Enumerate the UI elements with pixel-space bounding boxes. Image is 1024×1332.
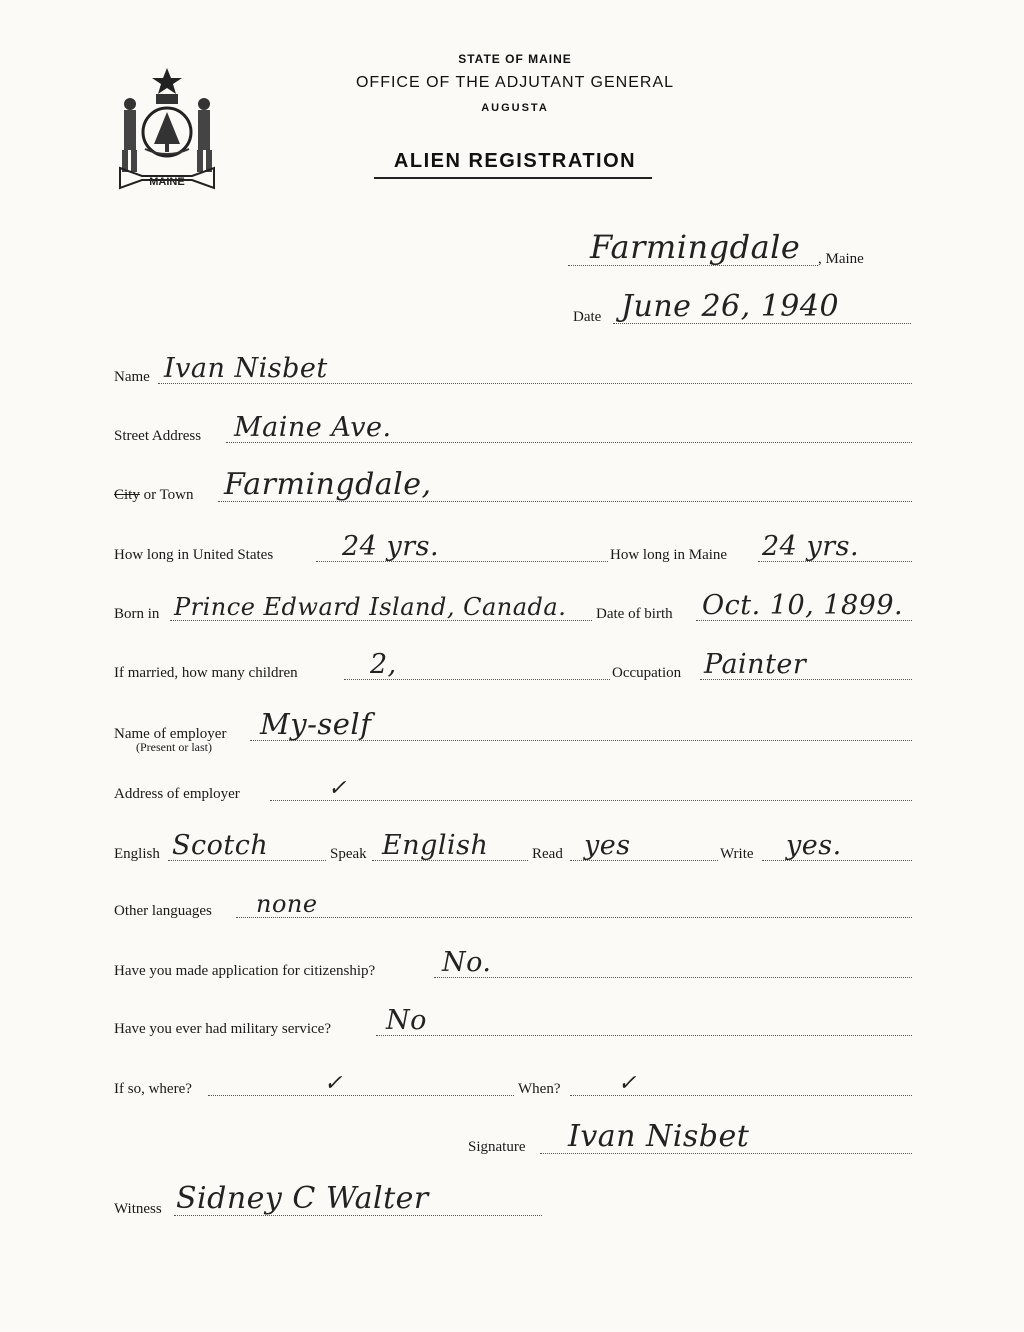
street-label: Street Address bbox=[114, 428, 202, 444]
citizenship-label: Have you made application for citizenship? bbox=[114, 963, 376, 979]
english-label: English bbox=[114, 846, 160, 862]
or-town-label: or Town bbox=[139, 487, 194, 503]
date-value: June 26, 1940 bbox=[621, 289, 840, 324]
signature-field bbox=[468, 1119, 914, 1156]
witness-field bbox=[114, 1181, 544, 1218]
other-languages-value: none bbox=[256, 890, 318, 918]
occupation-label: Occupation bbox=[612, 665, 682, 681]
town-header-value: Farmingdale bbox=[590, 228, 801, 266]
date-of-birth-label: Date of birth bbox=[596, 606, 673, 622]
employer-value: My-self bbox=[260, 707, 372, 741]
employer-address-value: ✓ bbox=[328, 776, 347, 801]
town-header-field bbox=[560, 228, 920, 268]
children-field bbox=[114, 649, 914, 682]
employer-address-field bbox=[114, 773, 914, 803]
citizenship-value: No. bbox=[442, 947, 492, 978]
how-long-us-value: 24 yrs. bbox=[342, 531, 440, 562]
other-languages-field bbox=[114, 890, 914, 920]
how-long-field bbox=[114, 531, 914, 564]
military-field bbox=[114, 1005, 914, 1038]
born-in-value: Prince Edward Island, Canada. bbox=[174, 593, 567, 621]
name-value: Ivan Nisbet bbox=[164, 353, 328, 384]
maine-state-seal-icon bbox=[112, 64, 222, 192]
language-row bbox=[114, 830, 914, 863]
when-label: When? bbox=[518, 1081, 561, 1097]
english-value: Scotch bbox=[172, 830, 269, 861]
town-value: Farmingdale, bbox=[224, 467, 432, 502]
signature-value: Ivan Nisbet bbox=[568, 1119, 750, 1154]
how-long-us-label: How long in United States bbox=[114, 547, 274, 563]
write-value: yes. bbox=[786, 830, 842, 861]
name-label: Name bbox=[114, 369, 150, 385]
town-label bbox=[114, 487, 194, 504]
born-in-label: Born in bbox=[114, 606, 160, 622]
town-field bbox=[114, 467, 914, 504]
state-heading: STATE OF MAINE bbox=[458, 52, 572, 66]
witness-label: Witness bbox=[114, 1201, 162, 1217]
military-label: Have you ever had military service? bbox=[114, 1021, 331, 1037]
military-value: No bbox=[386, 1005, 427, 1036]
speak-value: English bbox=[382, 830, 489, 861]
occupation-value: Painter bbox=[704, 649, 807, 680]
speak-label: Speak bbox=[330, 846, 367, 862]
children-label: If married, how many children bbox=[114, 665, 298, 681]
office-heading: OFFICE OF THE ADJUTANT GENERAL bbox=[355, 74, 675, 91]
where-value: ✓ bbox=[324, 1071, 343, 1096]
write-label: Write bbox=[720, 846, 754, 862]
children-value: 2, bbox=[370, 649, 397, 680]
other-languages-label: Other languages bbox=[114, 903, 212, 919]
where-label: If so, where? bbox=[114, 1081, 192, 1097]
citizenship-field bbox=[114, 947, 914, 980]
city-struck-label: City bbox=[114, 487, 140, 503]
name-field bbox=[114, 353, 914, 386]
witness-value: Sidney C Walter bbox=[176, 1181, 429, 1216]
title-underline bbox=[374, 177, 652, 179]
date-field bbox=[573, 289, 913, 326]
employer-address-label: Address of employer bbox=[114, 786, 240, 802]
state-suffix-label: , Maine bbox=[818, 251, 864, 267]
employer-field bbox=[114, 707, 914, 743]
read-label: Read bbox=[532, 846, 563, 862]
how-long-maine-value: 24 yrs. bbox=[762, 531, 860, 562]
seal-text: MAINE bbox=[149, 176, 185, 188]
where-when-field bbox=[114, 1068, 914, 1098]
date-label: Date bbox=[573, 309, 602, 325]
how-long-maine-label: How long in Maine bbox=[610, 547, 728, 563]
date-of-birth-value: Oct. 10, 1899. bbox=[702, 590, 904, 621]
street-field bbox=[114, 412, 914, 445]
read-value: yes bbox=[584, 830, 631, 861]
when-value: ✓ bbox=[618, 1071, 637, 1096]
street-value: Maine Ave. bbox=[234, 412, 392, 443]
born-field bbox=[114, 590, 914, 623]
employer-note: (Present or last) bbox=[136, 740, 212, 754]
signature-label: Signature bbox=[468, 1139, 526, 1155]
form-title: ALIEN REGISTRATION bbox=[393, 150, 637, 172]
employer-label: Name of employer bbox=[114, 726, 227, 742]
city-heading: AUGUSTA bbox=[481, 102, 549, 114]
